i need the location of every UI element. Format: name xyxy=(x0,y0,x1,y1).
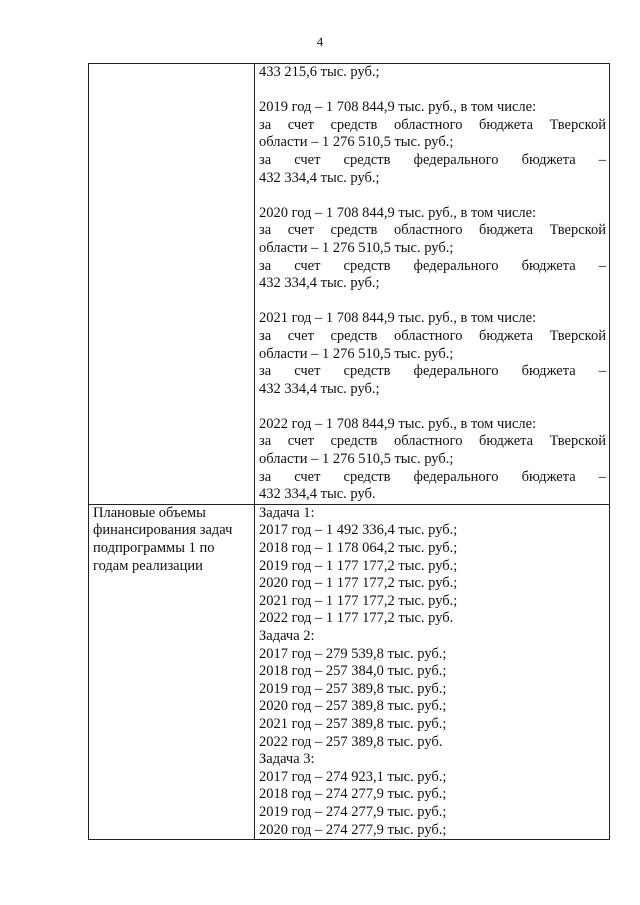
task-year-amount: 2021 год – 1 177 177,2 тыс. руб.; xyxy=(259,592,458,609)
task-title: Задача 2: xyxy=(259,628,315,644)
task-year-amount: 2019 год – 257 389,8 тыс. руб.; xyxy=(259,680,447,697)
federal-budget-line: за счет средств федерального бюджета – xyxy=(259,363,606,380)
task-year-amount: 2018 год – 257 384,0 тыс. руб.; xyxy=(259,663,447,680)
federal-budget-line: за счет средств федерального бюджета – xyxy=(259,257,606,274)
federal-budget-amount: 432 334,4 тыс. руб. xyxy=(259,486,376,503)
row-label-line: годам реализации xyxy=(93,557,203,574)
regional-budget-line: за счет средств областного бюджета Тверской xyxy=(259,327,606,344)
regional-budget-line: за счет средств областного бюджета Тверской xyxy=(259,222,606,239)
federal-budget-amount: 432 334,4 тыс. руб.; xyxy=(259,169,380,186)
year-total: 2022 год – 1 708 844,9 тыс. руб., в том числе: xyxy=(259,415,537,432)
regional-budget-amount: области – 1 276 510,5 тыс. руб.; xyxy=(259,239,454,256)
row-label-line: подпрограммы 1 по xyxy=(93,540,215,557)
task-block-2 xyxy=(259,628,606,751)
task-year-amount: 2020 год – 274 277,9 тыс. руб.; xyxy=(259,821,447,838)
regional-budget-line: за счет средств областного бюджета Тверской xyxy=(259,116,606,133)
row-label-line: Плановые объемы xyxy=(93,504,206,521)
regional-budget-amount: области – 1 276 510,5 тыс. руб.; xyxy=(259,345,454,362)
row-label-cell xyxy=(89,64,255,505)
page-number: 4 xyxy=(316,34,324,49)
task-block-3 xyxy=(259,751,606,839)
table-row xyxy=(89,504,610,839)
task-block-1 xyxy=(259,505,606,628)
task-title: Задача 1: xyxy=(259,504,315,521)
carry-over-amount: 433 215,6 тыс. руб.; xyxy=(259,64,380,80)
task-year-amount: 2020 год – 257 389,8 тыс. руб.; xyxy=(259,698,447,715)
row-value-cell xyxy=(255,64,610,505)
year-block-2019 xyxy=(259,99,606,187)
task-year-amount: 2022 год – 1 177 177,2 тыс. руб. xyxy=(259,610,454,627)
federal-budget-line: за счет средств федерального бюджета – xyxy=(259,468,606,485)
row-label-line: финансирования задач xyxy=(93,522,233,539)
year-total: 2021 год – 1 708 844,9 тыс. руб., в том числе: xyxy=(259,310,537,327)
regional-budget-amount: области – 1 276 510,5 тыс. руб.; xyxy=(259,451,454,468)
task-year-amount: 2020 год – 1 177 177,2 тыс. руб.; xyxy=(259,575,458,592)
row-value-cell xyxy=(255,504,610,839)
federal-budget-amount: 432 334,4 тыс. руб.; xyxy=(259,380,380,397)
year-block-2021 xyxy=(259,310,606,398)
row-label-cell xyxy=(89,504,255,839)
task-year-amount: 2019 год – 1 177 177,2 тыс. руб.; xyxy=(259,557,458,574)
task-year-amount: 2022 год – 257 389,8 тыс. руб. xyxy=(259,733,443,750)
financing-table xyxy=(88,63,610,840)
task-year-amount: 2018 год – 274 277,9 тыс. руб.; xyxy=(259,786,447,803)
table-row xyxy=(89,64,610,505)
task-title: Задача 3: xyxy=(259,751,315,768)
task-year-amount: 2017 год – 1 492 336,4 тыс. руб.; xyxy=(259,522,458,539)
federal-budget-amount: 432 334,4 тыс. руб.; xyxy=(259,275,380,292)
task-year-amount: 2018 год – 1 178 064,2 тыс. руб.; xyxy=(259,540,458,557)
year-block-2022 xyxy=(259,416,606,504)
task-year-amount: 2019 год – 274 277,9 тыс. руб.; xyxy=(259,803,447,820)
task-year-amount: 2017 год – 279 539,8 тыс. руб.; xyxy=(259,645,447,662)
task-year-amount: 2021 год – 257 389,8 тыс. руб.; xyxy=(259,715,447,732)
year-total: 2019 год – 1 708 844,9 тыс. руб., в том числе: xyxy=(259,99,537,116)
year-total: 2020 год – 1 708 844,9 тыс. руб., в том числе: xyxy=(259,204,537,221)
federal-budget-line: за счет средств федерального бюджета – xyxy=(259,151,606,168)
regional-budget-line: за счет средств областного бюджета Тверской xyxy=(259,433,606,450)
year-block-2020 xyxy=(259,205,606,293)
regional-budget-amount: области – 1 276 510,5 тыс. руб.; xyxy=(259,134,454,151)
task-year-amount: 2017 год – 274 923,1 тыс. руб.; xyxy=(259,768,447,785)
